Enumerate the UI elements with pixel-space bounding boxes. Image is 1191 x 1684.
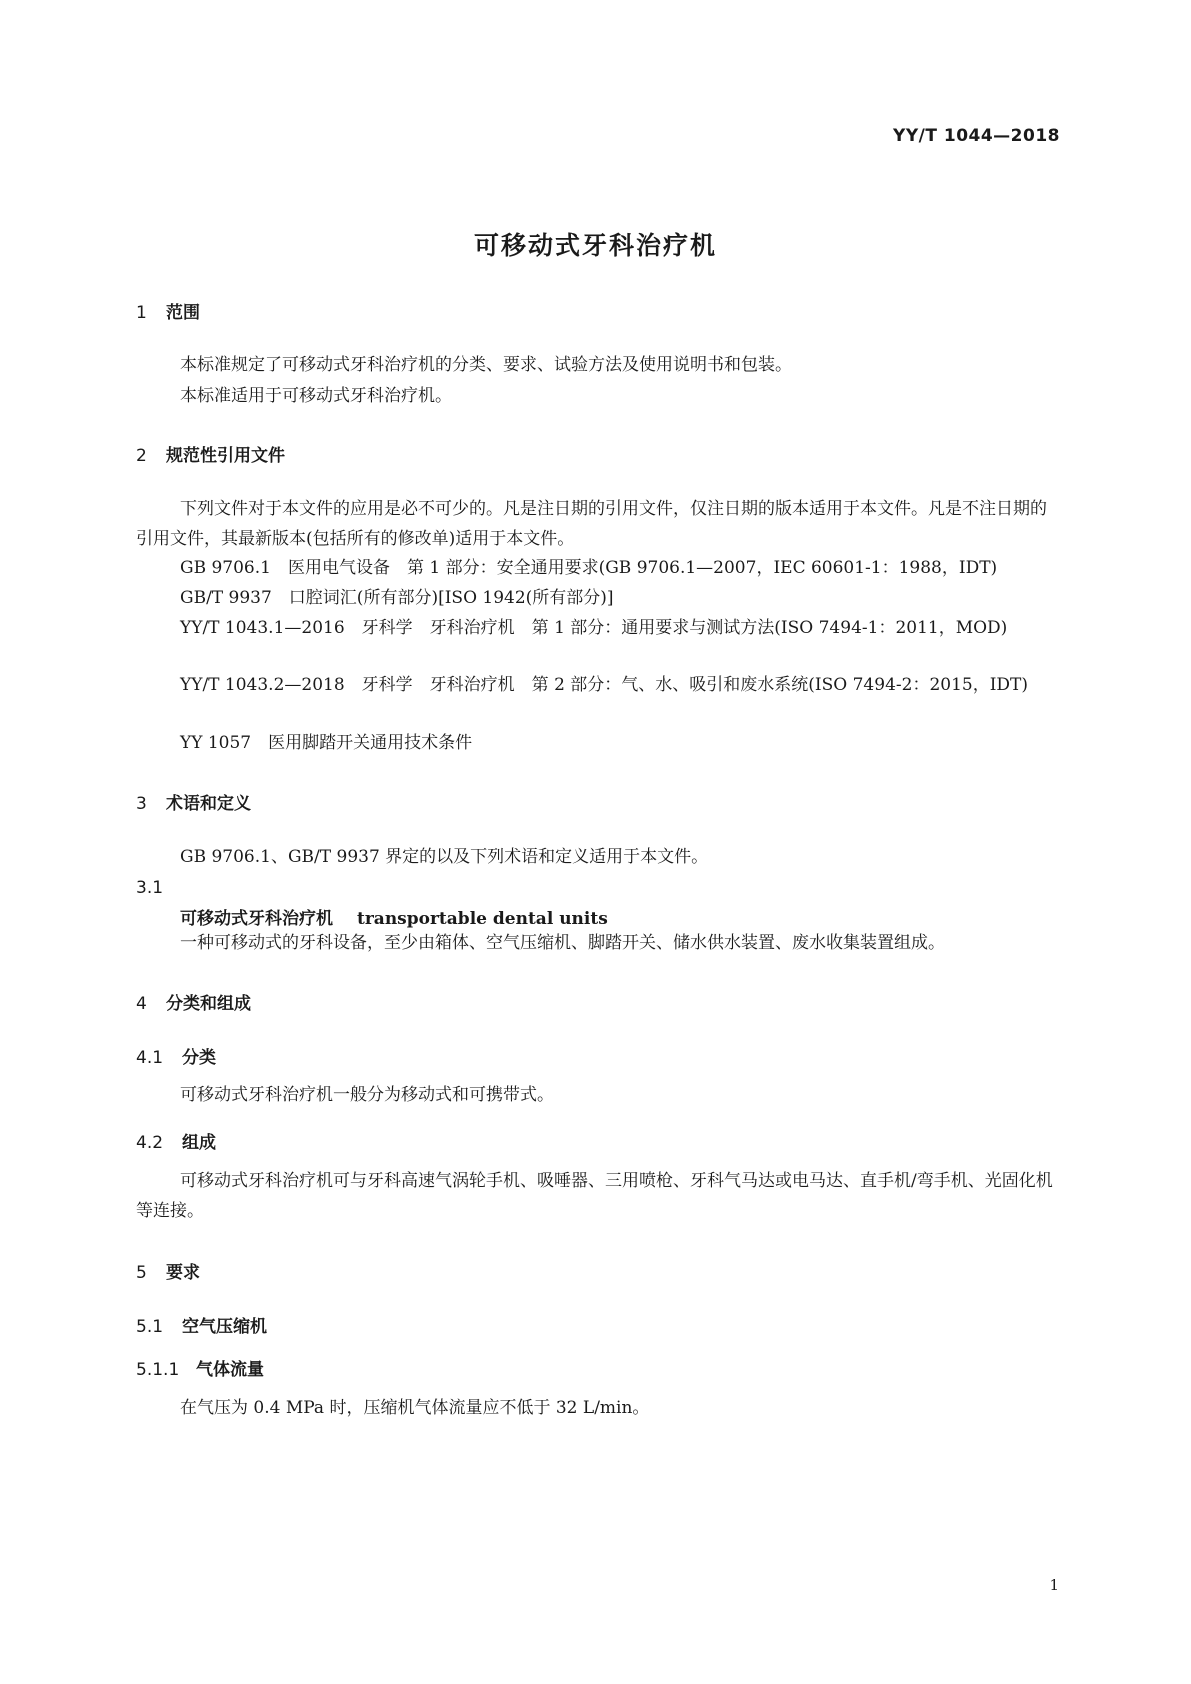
section-title: 范围 bbox=[166, 303, 200, 323]
reference-item: YY 1057 医用脚踏开关通用技术条件 bbox=[180, 733, 473, 753]
standard-code: YY/T 1044—2018 bbox=[893, 126, 1060, 146]
reference-item: GB 9706.1 医用电气设备 第 1 部分：安全通用要求(GB 9706.1—2007，IEC 60601-1：1988，IDT) bbox=[180, 558, 998, 578]
section-number: 5.1.1 bbox=[136, 1360, 180, 1380]
section-title: 分类和组成 bbox=[166, 994, 251, 1014]
s1-paragraph-2: 本标准适用于可移动式牙科治疗机。 bbox=[180, 386, 452, 406]
section-number: 4.1 bbox=[136, 1048, 164, 1068]
section-number: 2 bbox=[136, 446, 147, 466]
term-heading bbox=[180, 904, 608, 929]
term-english: transportable dental units bbox=[357, 909, 608, 929]
term-definition: 一种可移动式的牙科设备，至少由箱体、空气压缩机、脚踏开关、储水供水装置、废水收集装置组成。 bbox=[180, 933, 945, 953]
reference-item: GB/T 9937 口腔词汇(所有部分)[ISO 1942(所有部分)] bbox=[180, 588, 614, 608]
section-3-heading bbox=[136, 789, 251, 814]
section-1-heading bbox=[136, 298, 200, 323]
s3-intro-paragraph: GB 9706.1、GB/T 9937 界定的以及下列术语和定义适用于本文件。 bbox=[180, 847, 709, 867]
term-number: 3.1 bbox=[136, 878, 164, 898]
section-2-heading bbox=[136, 441, 285, 466]
section-title: 规范性引用文件 bbox=[166, 446, 285, 466]
section-5-1-heading bbox=[136, 1312, 267, 1337]
s2-intro-paragraph: 下列文件对于本文件的应用是必不可少的。凡是注日期的引用文件，仅注日期的版本适用于本文件。凡是不注日期的引用文件，其最新版本(包括所有的修改单)适用于本文件。 bbox=[136, 499, 1047, 549]
section-4-2-heading bbox=[136, 1128, 216, 1153]
reference-item: YY/T 1043.1—2016 牙科学 牙科治疗机 第 1 部分：通用要求与测试方法(ISO 7494-1：2011，MOD) bbox=[180, 618, 1008, 638]
section-number: 3 bbox=[136, 794, 147, 814]
document-title: 可移动式牙科治疗机 bbox=[473, 231, 717, 260]
s4-2-paragraph: 可移动式牙科治疗机可与牙科高速气涡轮手机、吸唾器、三用喷枪、牙科气马达或电马达、直手机/弯手机、光固化机等连接。 bbox=[136, 1171, 1053, 1221]
section-title: 空气压缩机 bbox=[182, 1317, 267, 1337]
page-number: 1 bbox=[1049, 1576, 1059, 1594]
term-chinese: 可移动式牙科治疗机 bbox=[180, 909, 333, 929]
section-title: 分类 bbox=[182, 1048, 216, 1068]
section-number: 4 bbox=[136, 994, 147, 1014]
section-title: 气体流量 bbox=[196, 1360, 264, 1380]
section-number: 5 bbox=[136, 1263, 147, 1283]
s1-paragraph-1: 本标准规定了可移动式牙科治疗机的分类、要求、试验方法及使用说明书和包装。 bbox=[180, 355, 792, 375]
s4-1-paragraph: 可移动式牙科治疗机一般分为移动式和可携带式。 bbox=[180, 1085, 554, 1105]
s5-1-1-paragraph: 在气压为 0.4 MPa 时，压缩机气体流量应不低于 32 L/min。 bbox=[180, 1398, 650, 1418]
section-4-1-heading bbox=[136, 1043, 216, 1068]
section-4-heading bbox=[136, 989, 251, 1014]
section-5-1-1-heading bbox=[136, 1355, 264, 1380]
section-5-heading bbox=[136, 1258, 200, 1283]
reference-item: YY/T 1043.2—2018 牙科学 牙科治疗机 第 2 部分：气、水、吸引和废水系统(ISO 7494-2：2015，IDT) bbox=[180, 675, 1029, 695]
section-number: 4.2 bbox=[136, 1133, 164, 1153]
section-title: 组成 bbox=[182, 1133, 216, 1153]
section-number: 5.1 bbox=[136, 1317, 164, 1337]
section-title: 术语和定义 bbox=[166, 794, 251, 814]
section-title: 要求 bbox=[166, 1263, 200, 1283]
section-number: 1 bbox=[136, 303, 147, 323]
